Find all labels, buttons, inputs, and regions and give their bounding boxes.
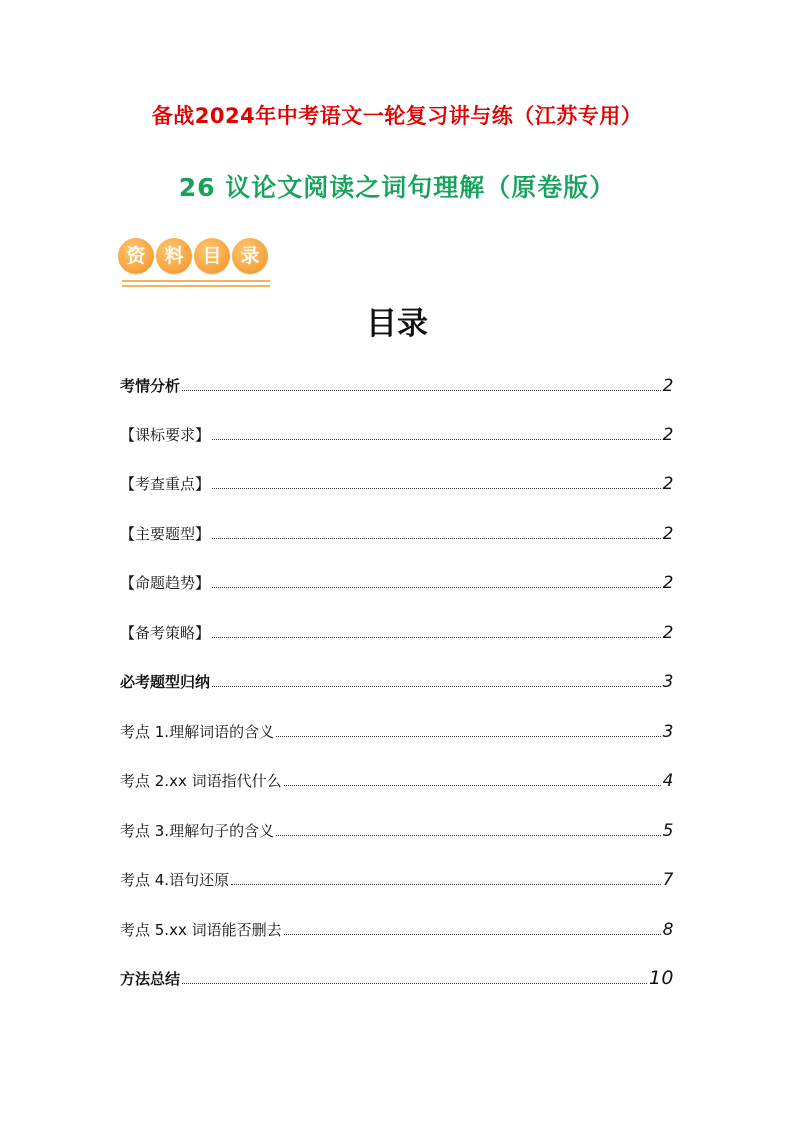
toc-leader-dots [212, 537, 661, 539]
toc-entry-page: 2 [662, 376, 674, 396]
toc-entry-page: 2 [662, 425, 674, 445]
toc-entry-label: 【考查重点】 [120, 475, 211, 493]
toc-entry-page: 3 [662, 722, 674, 742]
toc-entry-page: 2 [662, 573, 674, 593]
toc-entry-label: 【主要题型】 [120, 525, 211, 543]
toc-leader-dots [284, 784, 661, 786]
toc-leader-dots [182, 389, 661, 391]
badge-char: 资 [118, 238, 154, 274]
toc-leader-dots [212, 586, 661, 588]
document-subtitle: 26 议论文阅读之词句理解（原卷版） [178, 173, 616, 202]
materials-contents-badge [118, 238, 274, 290]
toc-entry[interactable] [120, 464, 674, 494]
toc-leader-dots [212, 685, 661, 687]
toc-entry[interactable] [120, 514, 674, 544]
toc-entry-page: 4 [662, 771, 674, 791]
toc-entry-page: 10 [648, 967, 674, 989]
toc-entry-label: 考点 3.理解句子的含义 [120, 822, 275, 840]
toc-leader-dots [212, 438, 661, 440]
toc-entry-label: 必考题型归纳 [120, 673, 211, 691]
toc-entry[interactable] [120, 415, 674, 445]
toc-entry[interactable] [120, 613, 674, 643]
toc-entry[interactable] [120, 959, 674, 989]
toc-entry-label: 【备考策略】 [120, 624, 211, 642]
toc-entry[interactable] [120, 366, 674, 396]
toc-entry[interactable] [120, 910, 674, 940]
toc-leader-dots [182, 982, 647, 984]
toc-entry[interactable] [120, 860, 674, 890]
document-title: 备战2024年中考语文一轮复习讲与练（江苏专用） [151, 104, 643, 128]
toc-entry[interactable] [120, 761, 674, 791]
toc-entry-page: 2 [662, 524, 674, 544]
toc-entry-label: 考点 4.语句还原 [120, 871, 230, 889]
badge-char: 料 [156, 238, 192, 274]
toc-entry-label: 考点 5.xx 词语能否删去 [120, 921, 282, 939]
toc-entry-label: 考点 2.xx 词语指代什么 [120, 772, 282, 790]
badge-underline [122, 285, 270, 287]
toc-entry-page: 8 [662, 920, 674, 940]
toc-entry-page: 5 [662, 821, 674, 841]
toc-entry-label: 【课标要求】 [120, 426, 211, 444]
toc-entry[interactable] [120, 662, 674, 692]
toc-entry[interactable] [120, 811, 674, 841]
toc-leader-dots [284, 933, 661, 935]
badge-char: 目 [194, 238, 230, 274]
badge-underline [122, 280, 270, 282]
toc-entry-label: 方法总结 [120, 970, 181, 988]
toc-entry-page: 2 [662, 474, 674, 494]
toc-leader-dots [276, 735, 661, 737]
toc-entry-label: 【命题趋势】 [120, 574, 211, 592]
toc-entry-page: 2 [662, 623, 674, 643]
toc-entry-label: 考情分析 [120, 377, 181, 395]
toc-leader-dots [212, 636, 661, 638]
toc-leader-dots [231, 883, 661, 885]
badge-char: 录 [232, 238, 268, 274]
toc-entry-page: 3 [662, 672, 674, 692]
toc-entry[interactable] [120, 712, 674, 742]
toc-heading: 目录 [366, 306, 428, 342]
toc-entry[interactable] [120, 563, 674, 593]
toc-leader-dots [212, 487, 661, 489]
toc-entry-label: 考点 1.理解词语的含义 [120, 723, 275, 741]
toc-entry-page: 7 [662, 870, 674, 890]
toc-leader-dots [276, 834, 661, 836]
